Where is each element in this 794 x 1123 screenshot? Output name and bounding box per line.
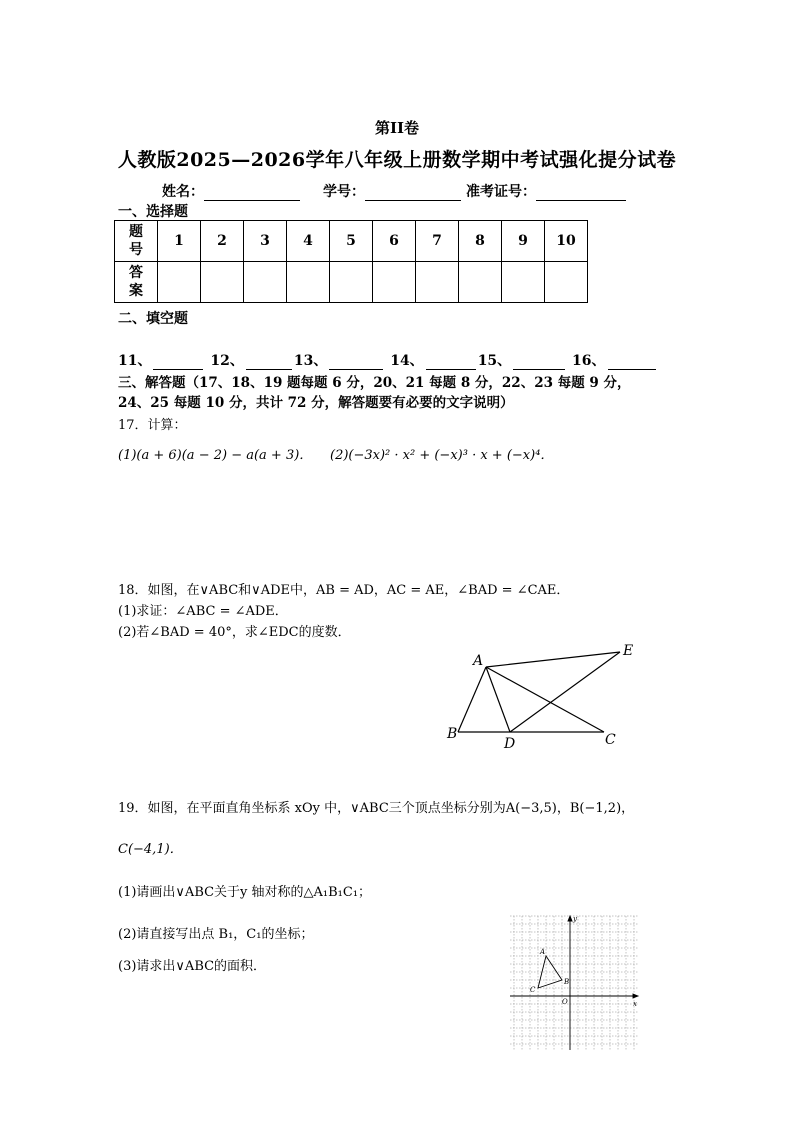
segment-ad	[486, 667, 510, 732]
axes	[510, 916, 638, 1050]
vertex-label-b: B	[564, 978, 570, 986]
question-number: 9	[502, 221, 545, 262]
blank-label: 16、	[572, 353, 606, 369]
q19-stem-line2: C(−4,1)．	[118, 842, 183, 857]
answer-cell[interactable]	[502, 262, 545, 303]
q19-part1: (1)请画出∨ABC关于y 轴对称的△A₁B₁C₁；	[118, 885, 372, 900]
q17-stem: 17．计算：	[118, 418, 187, 433]
origin-label: O	[562, 998, 568, 1006]
answer-cell[interactable]	[373, 262, 416, 303]
question-number: 6	[373, 221, 416, 262]
point-label-c: C	[605, 732, 616, 748]
point-label-a: A	[473, 653, 484, 669]
id-blank[interactable]	[365, 186, 461, 201]
section2-title: 二、填空题	[118, 311, 188, 327]
answer-blank[interactable]	[426, 356, 476, 370]
q19-stem-line1: 19．如图，在平面直角坐标系 xOy 中，∨ABC三个顶点坐标分别为A(−3,5)，B(−1,2)，	[118, 801, 635, 816]
q18-part2: (2)若∠BAD = 40°，求∠EDC的度数．	[118, 625, 351, 640]
answer-cell[interactable]	[158, 262, 201, 303]
answer-blank[interactable]	[608, 356, 656, 370]
id-label: 学号：	[323, 184, 365, 200]
blank-label: 15、	[477, 353, 512, 369]
answer-cell[interactable]	[459, 262, 502, 303]
question-number: 1	[158, 221, 201, 262]
answer-cell[interactable]	[287, 262, 330, 303]
vertex-label-a: A	[540, 948, 546, 956]
section3-title-line1: 三、解答题（17、18、19 题每题 6 分，20、21 每题 8 分，22、23 每题 9 分，	[118, 375, 631, 391]
row-label-answer: 答 案	[115, 262, 158, 303]
segment-de	[510, 652, 620, 732]
name-field	[162, 181, 300, 201]
x-axis-arrow-icon	[633, 994, 638, 998]
answer-cell[interactable]	[244, 262, 287, 303]
answer-cell[interactable]	[201, 262, 244, 303]
x-axis-label: x	[633, 1000, 637, 1008]
point-label-e: E	[623, 643, 634, 659]
blank-label: 13、	[293, 353, 328, 369]
id-field	[323, 181, 461, 201]
exam-no-label: 准考证号：	[466, 184, 536, 200]
y-axis-arrow-icon	[568, 916, 572, 921]
segment-ae	[486, 652, 620, 667]
answer-table-header-row	[115, 221, 588, 262]
answer-blank[interactable]	[153, 356, 203, 370]
q19-part2: (2)请直接写出点 B₁，C₁的坐标；	[118, 927, 314, 942]
question-number: 7	[416, 221, 459, 262]
question-number: 4	[287, 221, 330, 262]
blank-label: 14、	[390, 353, 424, 369]
question-number: 5	[330, 221, 373, 262]
question-number: 10	[545, 221, 588, 262]
answer-blank[interactable]	[329, 356, 383, 370]
point-label-d: D	[504, 736, 516, 752]
blank-label: 11、	[118, 353, 152, 369]
volume-label: 第II卷	[374, 119, 420, 137]
exam-no-field	[466, 181, 626, 201]
vertex-label-c: C	[530, 986, 536, 994]
answer-cell[interactable]	[330, 262, 373, 303]
name-label: 姓名：	[162, 184, 204, 200]
question-number: 3	[244, 221, 287, 262]
name-blank[interactable]	[204, 186, 300, 201]
q18-part1: (1)求证：∠ABC = ∠ADE．	[118, 604, 288, 619]
y-axis-label: y	[573, 915, 577, 923]
answer-table	[114, 220, 588, 303]
fill-blanks-row	[118, 350, 658, 370]
exam-title: 人教版2025—2026学年八年级上册数学期中考试强化提分试卷	[117, 149, 677, 171]
q19-coordinate-grid	[508, 914, 640, 1052]
blank-label: 12、	[210, 353, 244, 369]
gridlines	[510, 916, 638, 1050]
answer-cell[interactable]	[416, 262, 459, 303]
q17-part1: (1)(a + 6)(a − 2) − a(a + 3)．	[118, 448, 313, 463]
q17-part2: (2)(−3x)² · x² + (−x)³ · x + (−x)⁴．	[330, 448, 554, 463]
segment-ab	[458, 667, 486, 732]
answer-cell[interactable]	[545, 262, 588, 303]
answer-table-answer-row	[115, 262, 588, 303]
section1-title: 一、选择题	[118, 204, 188, 220]
section3-title-line2: 24、25 每题 10 分，共计 72 分，解答题要有必要的文字说明）	[118, 395, 514, 411]
question-number: 2	[201, 221, 244, 262]
question-number: 8	[459, 221, 502, 262]
answer-blank[interactable]	[513, 356, 565, 370]
row-label-number: 题 号	[115, 221, 158, 262]
point-label-b: B	[447, 726, 458, 742]
q18-figure	[440, 640, 640, 752]
q18-stem: 18．如图，在∨ABC和∨ADE中，AB = AD，AC = AE，∠BAD = ∠CAE．	[118, 583, 570, 598]
answer-blank[interactable]	[246, 356, 292, 370]
exam-no-blank[interactable]	[536, 186, 626, 201]
q19-part3: (3)请求出∨ABC的面积．	[118, 959, 267, 974]
